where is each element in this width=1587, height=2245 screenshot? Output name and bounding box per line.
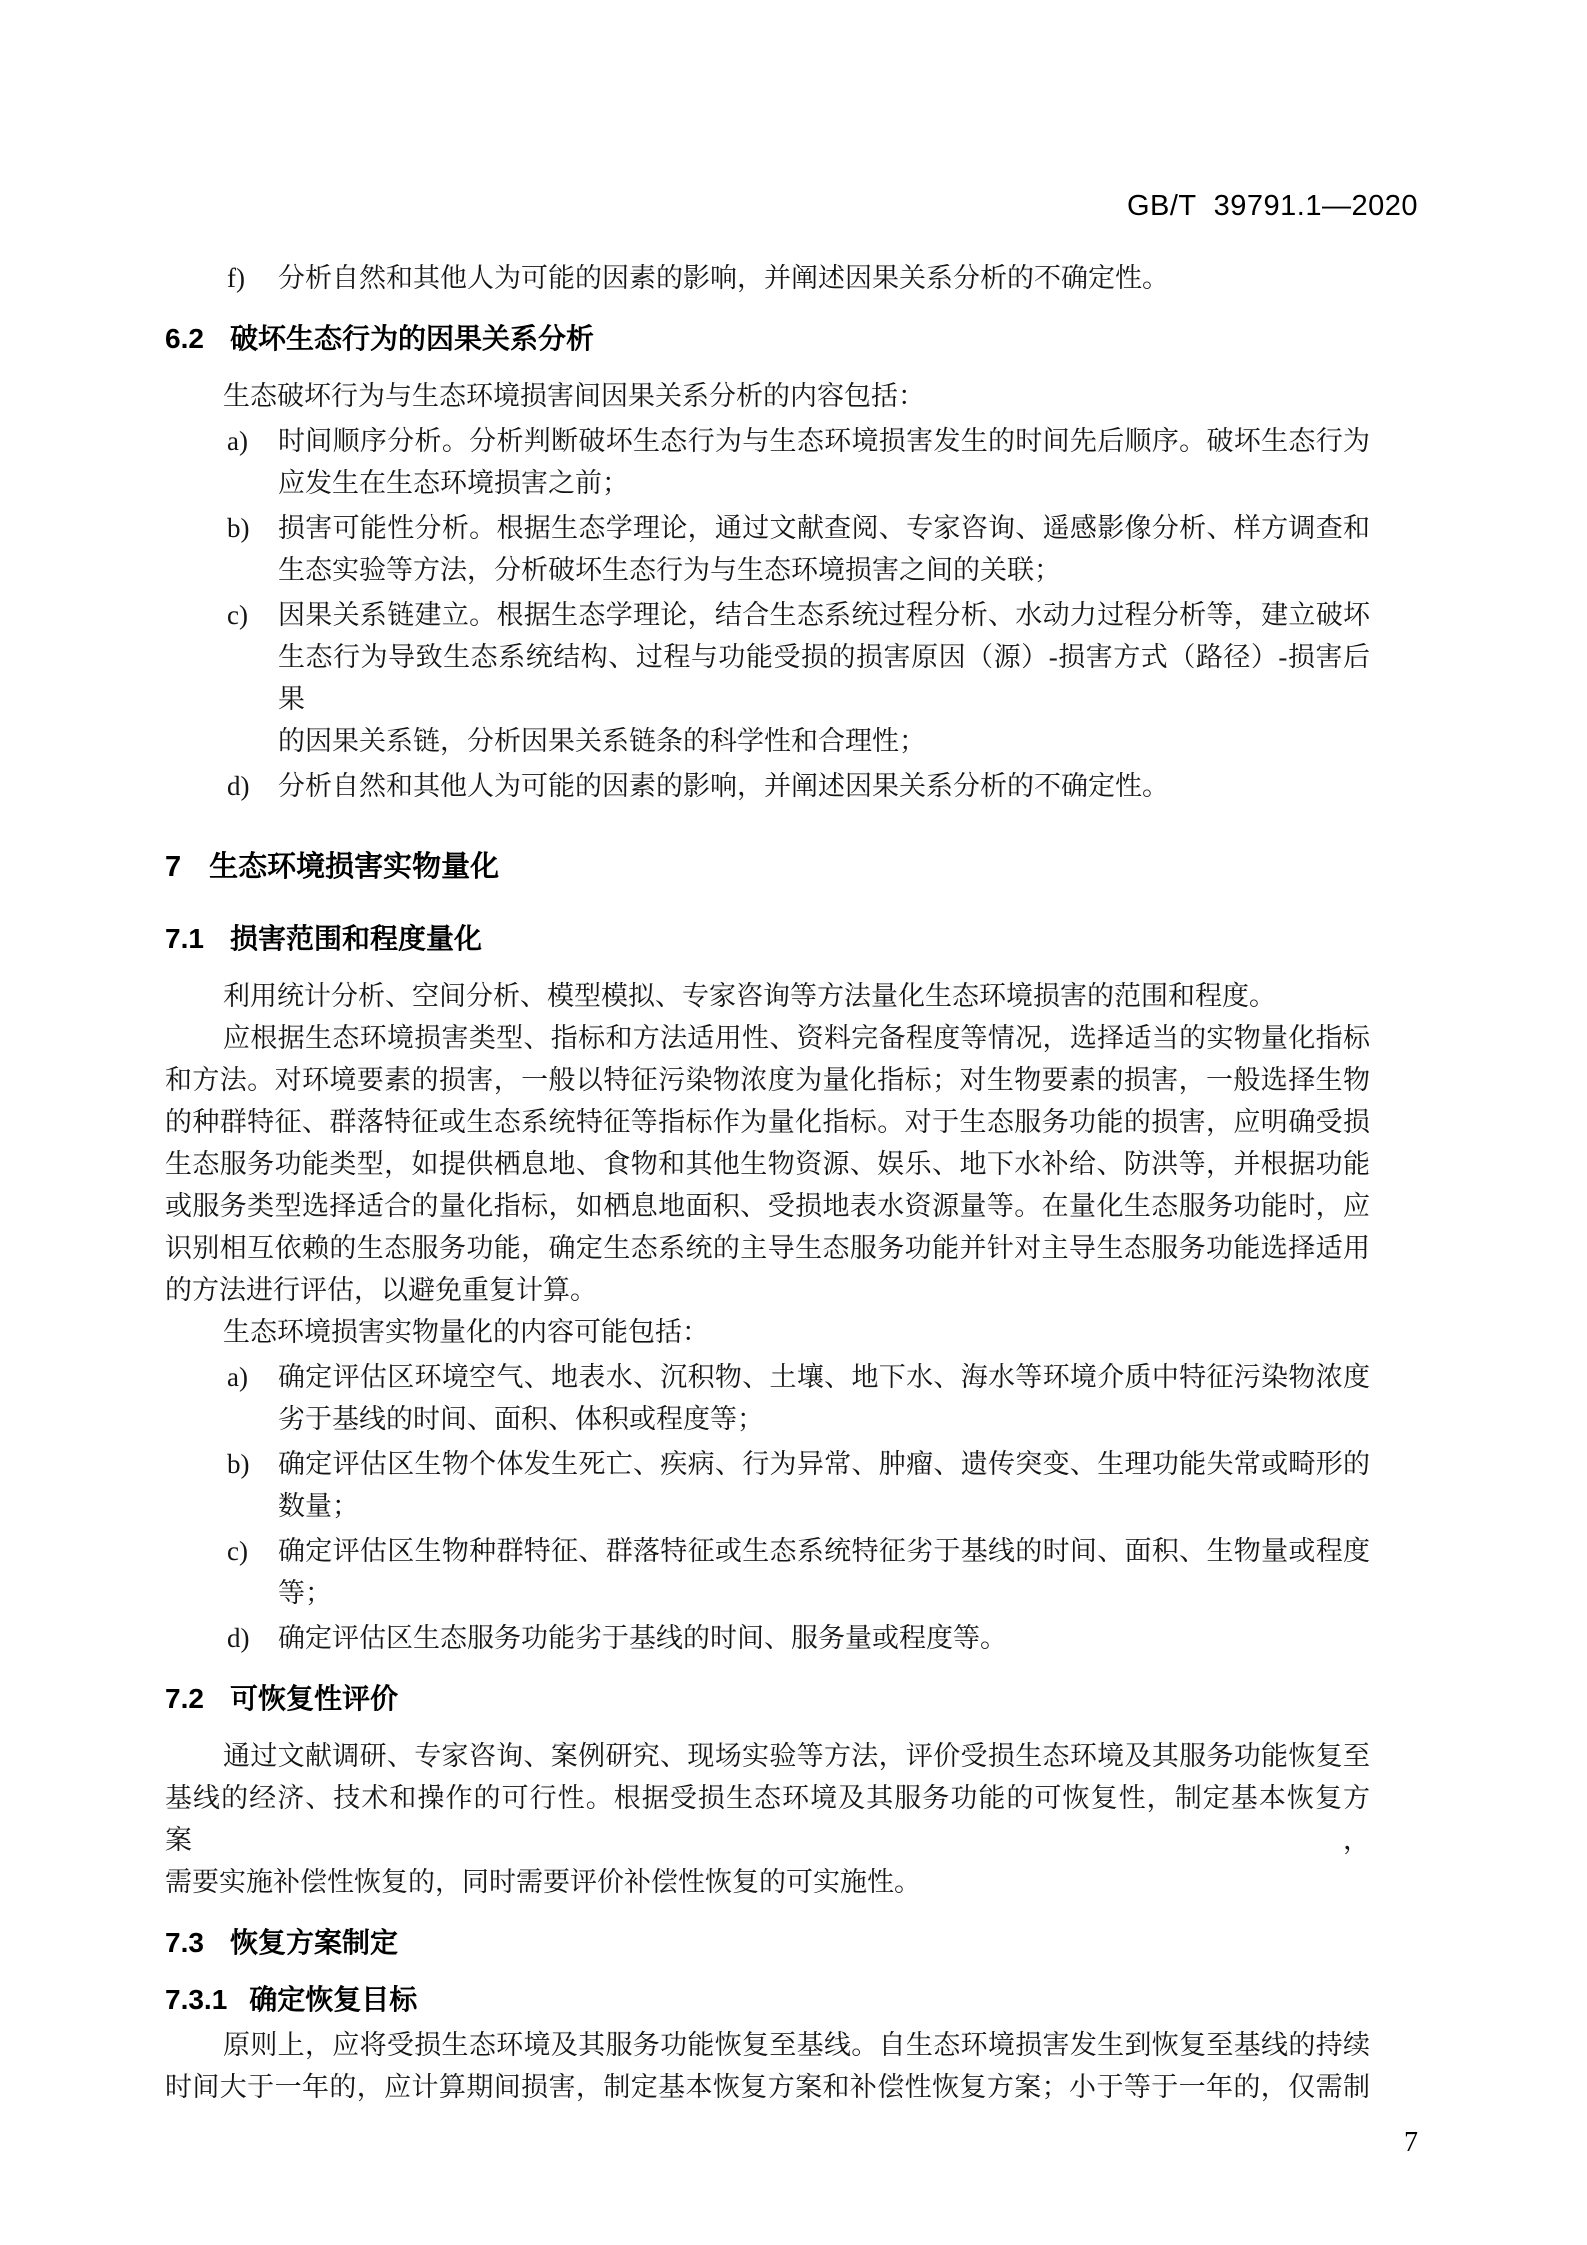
paragraph	[165, 1735, 1370, 1903]
text-line: 应根据生态环境损害类型、指标和方法适用性、资料完备程度等情况，选择适当的实物量化指标	[223, 1023, 1370, 1053]
text-line: 或服务类型选择适合的量化指标，如栖息地面积、受损地表水资源量等。在量化生态服务功能时，应	[165, 1191, 1370, 1221]
heading-number: 7.1	[165, 923, 204, 954]
text-line: 分析自然和其他人为可能的因素的影响，并阐述因果关系分析的不确定性。	[278, 263, 1169, 293]
list-marker: c)	[227, 600, 248, 630]
page-number: 7	[1404, 2127, 1418, 2158]
text-line: 需要实施补偿性恢复的，同时需要评价补偿性恢复的可实施性。	[165, 1867, 921, 1897]
heading-number: 7.3.1	[165, 1984, 228, 2015]
paragraph	[165, 1017, 1370, 1311]
text-line: 的因果关系链，分析因果关系链条的科学性和合理性；	[278, 726, 926, 756]
text-line: 的方法进行评估，以避免重复计算。	[165, 1275, 597, 1305]
document-body	[165, 257, 1370, 2108]
text-line: 和方法。对环境要素的损害，一般以特征污染物浓度为量化指标；对生物要素的损害，一般选择生物	[165, 1065, 1370, 1095]
list-item-text	[278, 1617, 1370, 1659]
text-line: 时间大于一年的，应计算期间损害，制定基本恢复方案和补偿性恢复方案；小于等于一年的，仅需制	[165, 2072, 1370, 2102]
paragraph	[165, 2024, 1370, 2108]
list-marker: b)	[227, 1449, 250, 1479]
heading-number: 7	[165, 851, 182, 883]
list-item-text	[278, 420, 1370, 504]
section-heading	[165, 1679, 1370, 1719]
heading-title: 恢复方案制定	[229, 1927, 398, 1958]
list-item-text	[278, 257, 1370, 299]
list-item	[165, 1530, 1370, 1614]
text-line: 数量；	[278, 1491, 359, 1521]
text-line: 基线的经济、技术和操作的可行性。根据受损生态环境及其服务功能的可恢复性，制定基本恢复方案，	[165, 1783, 1370, 1855]
running-header	[165, 185, 1418, 227]
text-line: 分析自然和其他人为可能的因素的影响，并阐述因果关系分析的不确定性。	[278, 771, 1169, 801]
list-item-text	[278, 594, 1370, 762]
page-footer	[165, 2122, 1418, 2164]
heading-number: 6.2	[165, 323, 204, 354]
heading-title: 生态环境损害实物量化	[209, 851, 500, 883]
heading-title: 确定恢复目标	[249, 1985, 418, 2016]
standard-number: GB/T 39791.1—2020	[1126, 190, 1418, 222]
text-line: 确定评估区环境空气、地表水、沉积物、土壤、地下水、海水等环境介质中特征污染物浓度	[278, 1362, 1370, 1392]
text-line: 通过文献调研、专家咨询、案例研究、现场实验等方法，评价受损生态环境及其服务功能恢复至	[223, 1741, 1370, 1771]
list-marker: f)	[227, 263, 245, 293]
list-marker: a)	[227, 1362, 248, 1392]
list-item	[165, 1356, 1370, 1440]
list-item	[165, 420, 1370, 504]
text-line: 损害可能性分析。根据生态学理论，通过文献查阅、专家咨询、遥感影像分析、样方调查和	[278, 513, 1370, 543]
heading-number: 7.2	[165, 1683, 204, 1714]
list-marker: c)	[227, 1536, 248, 1566]
text-line: 因果关系链建立。根据生态学理论，结合生态系统过程分析、水动力过程分析等，建立破坏	[278, 600, 1370, 630]
list-item-text	[278, 1443, 1370, 1527]
list-marker: d)	[227, 1623, 250, 1653]
text-line: 利用统计分析、空间分析、模型模拟、专家咨询等方法量化生态环境损害的范围和程度。	[223, 981, 1276, 1011]
list-item	[165, 1617, 1370, 1659]
text-line: 确定评估区生态服务功能劣于基线的时间、服务量或程度等。	[278, 1623, 1007, 1653]
text-line: 等；	[278, 1578, 332, 1608]
text-line: 确定评估区生物种群特征、群落特征或生态系统特征劣于基线的时间、面积、生物量或程度	[278, 1536, 1370, 1566]
text-line: 识别相互依赖的生态服务功能，确定生态系统的主导生态服务功能并针对主导生态服务功能选择适用	[165, 1233, 1370, 1263]
list-item-text	[278, 507, 1370, 591]
text-line: 生态实验等方法，分析破坏生态行为与生态环境损害之间的关联；	[278, 555, 1061, 585]
text-line: 生态服务功能类型，如提供栖息地、食物和其他生物资源、娱乐、地下水补给、防洪等，并根据功能	[165, 1149, 1370, 1179]
text-line: 确定评估区生物个体发生死亡、疾病、行为异常、肿瘤、遗传突变、生理功能失常或畸形的	[278, 1449, 1370, 1479]
text-line: 原则上，应将受损生态环境及其服务功能恢复至基线。自生态环境损害发生到恢复至基线的持续	[223, 2030, 1370, 2060]
section-heading	[165, 319, 1370, 359]
list-item-text	[278, 765, 1370, 807]
heading-title: 破坏生态行为的因果关系分析	[229, 323, 594, 354]
list-item-text	[278, 1356, 1370, 1440]
heading-title: 可恢复性评价	[229, 1683, 398, 1714]
text-line: 时间顺序分析。分析判断破坏生态行为与生态环境损害发生的时间先后顺序。破坏生态行为	[278, 426, 1370, 456]
list-item	[165, 507, 1370, 591]
text-line: 的种群特征、群落特征或生态系统特征等指标作为量化指标。对于生态服务功能的损害，应明确受损	[165, 1107, 1370, 1137]
list-item	[165, 594, 1370, 762]
list-marker: d)	[227, 771, 250, 801]
list-item	[165, 257, 1370, 299]
list-item	[165, 765, 1370, 807]
text-line: 生态破坏行为与生态环境损害间因果关系分析的内容包括：	[223, 381, 925, 411]
list-item	[165, 1443, 1370, 1527]
text-line: 生态环境损害实物量化的内容可能包括：	[223, 1317, 709, 1347]
chapter-heading	[165, 845, 1370, 889]
list-marker: b)	[227, 513, 250, 543]
paragraph	[165, 1311, 1370, 1353]
section-heading	[165, 1923, 1370, 1963]
list-item-text	[278, 1530, 1370, 1614]
section-heading	[165, 919, 1370, 959]
heading-number: 7.3	[165, 1927, 204, 1958]
text-line: 生态行为导致生态系统结构、过程与功能受损的损害原因（源）-损害方式（路径）-损害后果	[278, 642, 1370, 714]
list-marker: a)	[227, 426, 248, 456]
heading-title: 损害范围和程度量化	[229, 923, 482, 954]
text-line: 应发生在生态环境损害之前；	[278, 468, 629, 498]
subsection-heading	[165, 1979, 1370, 2022]
paragraph	[165, 975, 1370, 1017]
paragraph	[165, 375, 1370, 417]
text-line: 劣于基线的时间、面积、体积或程度等；	[278, 1404, 764, 1434]
